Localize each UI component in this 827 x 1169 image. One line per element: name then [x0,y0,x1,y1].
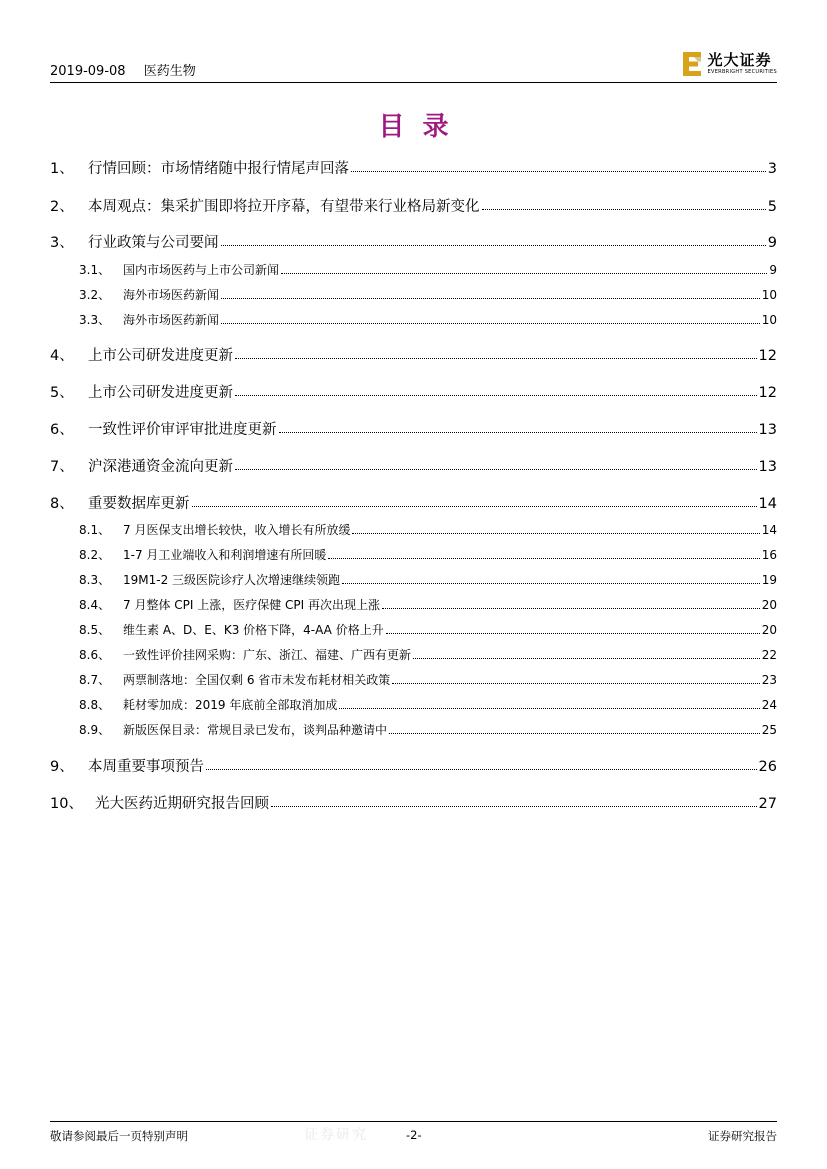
toc-item-number: 8.6、 [79,648,111,662]
toc-item-title: 上市公司研发进度更新 [88,385,233,401]
toc-item[interactable] [50,344,777,365]
footer-disclaimer: 敬请参阅最后一页特别声明 [50,1129,188,1143]
toc-item-page: 20 [761,598,777,612]
toc-leader [279,432,757,433]
toc-leader [482,209,766,210]
toc-item-number: 8.7、 [79,673,111,687]
toc-item[interactable] [50,755,777,776]
toc-item-page: 26 [758,759,777,775]
toc-leader [339,708,759,709]
toc-item-title: 新版医保目录：常规目录已发布，谈判品种邀请中 [123,723,388,737]
toc-item-title: 7 月整体 CPI 上涨，医疗保健 CPI 再次出现上涨 [123,598,381,612]
toc-item-number: 8.3、 [79,573,111,587]
toc-item-number: 8、 [50,496,74,512]
toc-leader [389,733,760,734]
toc-item-page: 9 [767,235,777,251]
toc-leader [221,323,760,324]
toc-leader [386,633,760,634]
toc-item-title: 光大医药近期研究报告回顾 [95,796,269,812]
toc-item-number: 8.9、 [79,723,111,737]
toc-item-title: 7 月医保支出增长较快，收入增长有所放缓 [123,523,351,537]
toc-item-title: 国内市场医药与上市公司新闻 [123,263,280,277]
toc-item[interactable] [50,792,777,813]
toc-leader [235,395,757,396]
page-header [50,48,777,83]
toc-item[interactable] [50,521,777,538]
toc-item-title: 行情回顾：市场情绪随中报行情尾声回落 [88,161,349,177]
toc-item-number: 2、 [50,199,74,215]
toc-item-number: 1、 [50,161,74,177]
toc-item-page: 25 [761,723,777,737]
toc-item-number: 9、 [50,759,74,775]
toc-item-number: 8.2、 [79,548,111,562]
toc-item[interactable] [50,546,777,563]
toc-item-page: 24 [761,698,777,712]
toc-item-number: 8.8、 [79,698,111,712]
toc-item-number: 8.5、 [79,623,111,637]
toc-item[interactable] [50,696,777,713]
toc-leader [235,469,757,470]
toc-item-title: 19M1-2 三级医院诊疗人次增速继续领跑 [123,573,341,587]
toc-item[interactable] [50,261,777,278]
toc-leader [235,358,757,359]
toc-item-number: 3.2、 [79,288,111,302]
toc-item-number: 3.3、 [79,313,111,327]
toc-item-number: 6、 [50,422,74,438]
toc-item-page: 16 [761,548,777,562]
toc-item[interactable] [50,492,777,513]
toc-item-title: 1-7 月工业端收入和利润增速有所回暖 [123,548,327,562]
toc-item-title: 行业政策与公司要闻 [88,235,219,251]
toc-item-title: 一致性评价挂网采购：广东、浙江、福建、广西有更新 [123,648,412,662]
toc-item-page: 20 [761,623,777,637]
page-title: 目录 [378,112,467,142]
toc-item[interactable] [50,157,777,178]
toc-item[interactable] [50,671,777,688]
toc-item-page: 9 [769,263,777,277]
page-footer [50,1121,777,1152]
toc-item-number: 10、 [50,796,83,812]
toc-item-page: 5 [767,199,777,215]
toc-item-title: 两票制落地：全国仅剩 6 省市未发布耗材相关政策 [123,673,391,687]
toc-item[interactable] [50,646,777,663]
toc-item-title: 耗材零加成：2019 年底前全部取消加成 [123,698,338,712]
footer-page-number: -2- [406,1128,422,1142]
toc-item[interactable] [50,195,777,216]
toc-leader [206,769,757,770]
toc-item-page: 14 [761,523,777,537]
everbright-logo [682,48,777,80]
toc-item[interactable] [50,621,777,638]
toc-item-page: 12 [758,348,777,364]
toc-item-page: 3 [767,161,777,177]
toc-item[interactable] [50,455,777,476]
logo-cn-text: 光大证券 [707,51,772,69]
toc-item[interactable] [50,311,777,328]
toc-item-number: 7、 [50,459,74,475]
toc-leader [351,171,766,172]
toc-item-title: 上市公司研发进度更新 [88,348,233,364]
toc-item-number: 4、 [50,348,74,364]
toc-item-page: 13 [758,459,777,475]
toc-item-page: 27 [758,796,777,812]
toc-item-title: 维生素 A、D、E、K3 价格下降，4-AA 价格上升 [123,623,384,637]
toc-item-page: 14 [758,496,777,512]
toc-item-title: 海外市场医药新闻 [123,313,220,327]
toc-leader [392,683,759,684]
toc-item[interactable] [50,571,777,588]
sector-label: 医药生物 [143,64,196,79]
toc-item-number: 8.4、 [79,598,111,612]
toc-item-number: 5、 [50,385,74,401]
toc-leader [281,273,767,274]
logo-en-text: EVERBRIGHT SECURITIES [707,69,777,75]
report-date: 2019-09-08 [50,64,126,79]
toc-item-number: 8.1、 [79,523,111,537]
header-meta [50,60,196,79]
toc-item[interactable] [50,596,777,613]
toc-item-page: 13 [758,422,777,438]
toc-item-title: 本周重要事项预告 [88,759,204,775]
toc-leader [382,608,760,609]
toc-item[interactable] [50,721,777,738]
toc-leader [271,806,757,807]
toc-item-page: 22 [761,648,777,662]
toc-item-title: 海外市场医药新闻 [123,288,220,302]
toc-item-page: 12 [758,385,777,401]
toc-leader [328,558,759,559]
toc-leader [352,533,759,534]
toc-item-title: 一致性评价审评审批进度更新 [88,422,277,438]
toc-item-title: 本周观点：集采扩围即将拉开序幕，有望带来行业格局新变化 [88,199,480,215]
everbright-logo-icon [682,51,704,77]
toc-item[interactable] [50,418,777,439]
toc-leader [192,506,757,507]
toc-leader [413,658,760,659]
toc-item[interactable] [50,381,777,402]
toc-item-title: 重要数据库更新 [88,496,190,512]
toc-item-title: 沪深港通资金流向更新 [88,459,233,475]
toc-leader [221,298,760,299]
toc-item[interactable] [50,286,777,303]
footer-report-type: 证券研究报告 [708,1129,777,1143]
toc-item-page: 10 [761,288,777,302]
toc-leader [342,583,760,584]
toc-item-page: 19 [761,573,777,587]
footer-watermark: 证券研究 [304,1127,368,1143]
toc-item-number: 3.1、 [79,263,111,277]
toc-item-number: 3、 [50,235,74,251]
toc-item[interactable] [50,231,777,252]
toc-item-page: 10 [761,313,777,327]
toc-leader [221,245,766,246]
toc-item-page: 23 [761,673,777,687]
